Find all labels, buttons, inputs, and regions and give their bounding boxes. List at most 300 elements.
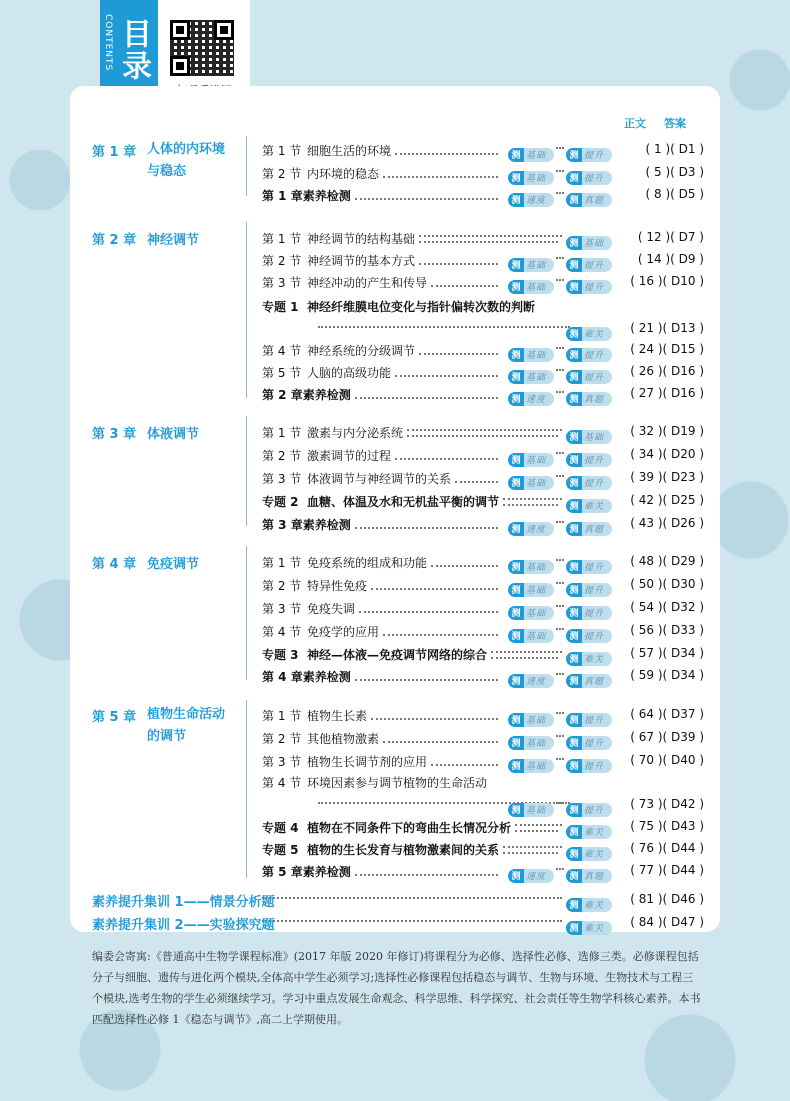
section-number: 第 3 节 (262, 471, 302, 486)
section-title: 第 3 章素养检测 (262, 517, 351, 532)
test-icon: 测 (569, 806, 579, 816)
leader-dots (419, 255, 498, 265)
test-icon: 测 (569, 239, 579, 249)
test-icon: 测 (569, 716, 579, 726)
badge-sudu[interactable] (508, 392, 554, 406)
page-numbers: ( 48 )( D29 ) (630, 554, 704, 568)
test-icon: 测 (511, 563, 521, 573)
badge-jichu[interactable] (508, 453, 554, 467)
badge-sudu[interactable] (508, 522, 554, 536)
leader-dots (556, 192, 564, 194)
toc-row[interactable] (262, 622, 502, 640)
extra-title: 素养提升集训 1——情景分析题 (92, 894, 275, 910)
badge-label: 提升 (584, 174, 605, 184)
leader-dots (556, 868, 564, 870)
chapter-heading[interactable] (92, 141, 252, 183)
chapter-number: 第 3 章 (92, 427, 137, 442)
toc-row[interactable] (262, 469, 502, 487)
section-number: 第 4 节 (262, 775, 302, 790)
badge-label: 基础 (526, 151, 547, 161)
leader-dots (556, 347, 564, 349)
badge-tisheng[interactable] (566, 280, 612, 294)
page-numbers: ( 77 )( D44 ) (630, 863, 704, 877)
test-icon: 测 (511, 395, 521, 405)
section-title: 免疫系统的组成和功能 (307, 555, 428, 570)
toc-row[interactable] (262, 251, 502, 269)
badge-tisheng[interactable] (566, 453, 612, 467)
badge-label: 基础 (526, 283, 547, 293)
toc-row[interactable] (262, 446, 502, 464)
toc-row[interactable] (262, 186, 502, 204)
badge-jichu[interactable] (508, 280, 554, 294)
page-numbers: ( 42 )( D25 ) (630, 493, 704, 507)
chapter-name: 体液调节 (147, 427, 200, 442)
leader-dots (503, 498, 562, 500)
badge-nanguan[interactable] (566, 499, 612, 513)
section-number: 第 2 节 (262, 731, 302, 746)
test-icon: 测 (569, 632, 579, 642)
page-numbers: ( 56 )( D33 ) (630, 623, 704, 637)
badge-jichu[interactable] (508, 803, 554, 817)
section-number: 专题 2 (262, 494, 299, 509)
toc-row[interactable] (262, 645, 562, 663)
test-icon: 测 (569, 655, 579, 665)
leader-dots (556, 147, 564, 149)
leader-dots (371, 580, 498, 590)
badge-tisheng[interactable] (566, 803, 612, 817)
badge-label: 提升 (584, 632, 605, 642)
leader-dots (371, 710, 498, 720)
leader-dots (556, 735, 564, 737)
section-title: 人脑的高级功能 (307, 365, 392, 380)
toc-row[interactable] (262, 363, 502, 381)
toc-row[interactable] (262, 729, 502, 747)
toc-row[interactable] (262, 818, 562, 836)
toc-row[interactable] (262, 862, 502, 880)
section-title: 第 5 章素养检测 (262, 864, 351, 879)
badge-jichu[interactable] (566, 430, 612, 444)
leader-dots (556, 712, 564, 714)
section-title: 体液调节与神经调节的关系 (307, 471, 452, 486)
section-title: 植物生长调节剂的应用 (307, 754, 428, 769)
leader-dots (355, 866, 498, 876)
test-icon: 测 (569, 456, 579, 466)
section-title: 激素调节的过程 (307, 448, 392, 463)
leader-dots (359, 603, 498, 613)
badge-label: 难关 (584, 330, 605, 340)
leader-dots (407, 429, 562, 431)
badge-label: 提升 (584, 261, 605, 271)
badge-label: 基础 (526, 479, 547, 489)
extra-section[interactable] (92, 891, 710, 909)
toc-row[interactable] (262, 773, 682, 791)
section-title: 神经调节的基本方式 (307, 253, 416, 268)
page-numbers: ( 12 )( D7 ) (637, 230, 704, 244)
badge-jichu[interactable] (508, 736, 554, 750)
section-number: 专题 5 (262, 842, 299, 857)
toc-row[interactable] (262, 164, 502, 182)
page-numbers: ( 8 )( D5 ) (645, 187, 704, 201)
badge-label: 提升 (584, 479, 605, 489)
qr-corner-icon (214, 20, 234, 40)
toc-row[interactable] (262, 576, 502, 594)
page-title: 目录 (116, 18, 151, 82)
toc-row[interactable] (262, 273, 502, 291)
page-numbers: ( 43 )( D26 ) (630, 516, 704, 530)
page-numbers: ( 50 )( D30 ) (630, 577, 704, 591)
badge-label: 真题 (584, 525, 605, 535)
badge-sudu[interactable] (508, 193, 554, 207)
badge-label: 基础 (526, 716, 547, 726)
test-icon: 测 (569, 609, 579, 619)
badge-tisheng[interactable] (566, 370, 612, 384)
badge-tisheng[interactable] (566, 583, 612, 597)
page-numbers: ( 16 )( D10 ) (630, 274, 704, 288)
column-header-answer: 答案 (664, 117, 686, 130)
badge-jichu[interactable] (508, 560, 554, 574)
leader-dots (431, 277, 498, 287)
chapter-number: 第 1 章 (92, 145, 137, 160)
section-title: 特异性免疫 (307, 578, 368, 593)
badge-nanguan[interactable] (566, 652, 612, 666)
chapter-number: 第 2 章 (92, 233, 137, 248)
badge-label: 难关 (584, 655, 605, 665)
extra-section[interactable] (92, 914, 710, 932)
test-icon: 测 (569, 283, 579, 293)
badge-jichu[interactable] (508, 476, 554, 490)
section-title: 神经冲动的产生和传导 (307, 275, 428, 290)
extra-title: 素养提升集训 2——实验探究题 (92, 917, 275, 933)
toc-row[interactable] (262, 341, 502, 359)
test-icon: 测 (569, 850, 579, 860)
test-icon: 测 (511, 739, 521, 749)
test-icon: 测 (511, 632, 521, 642)
leader-dots (355, 671, 498, 681)
toc-row[interactable] (262, 141, 502, 159)
section-title: 神经调节的结构基础 (307, 231, 416, 246)
page-numbers: ( 59 )( D34 ) (630, 668, 704, 682)
test-icon: 测 (569, 677, 579, 687)
badge-label: 提升 (584, 806, 605, 816)
badge-label: 提升 (584, 456, 605, 466)
section-number: 第 1 节 (262, 555, 302, 570)
page-numbers: ( 76 )( D44 ) (630, 841, 704, 855)
chapter-name: 植物生命活动的调节 (147, 707, 226, 744)
section-number: 第 4 节 (262, 624, 302, 639)
test-icon: 测 (569, 762, 579, 772)
section-title: 免疫失调 (307, 601, 356, 616)
badge-label: 速度 (526, 395, 547, 405)
toc-row[interactable] (262, 423, 562, 441)
badge-label: 基础 (526, 609, 547, 619)
badge-tisheng[interactable] (566, 629, 612, 643)
toc-row[interactable] (262, 706, 502, 724)
toc-row[interactable] (262, 840, 562, 858)
editor-note: 编委会寄寓:《普通高中生物学课程标准》(2017 年版 2020 年修订)将课程分为必修、选择性必修、选修三类。必修课程包括分子与细胞、遗传与进化两个模块,全体高中学生必须学习;选择性必修课程包括稳态与调节、生物与环境、生物技术与工程三个模块,选考生物的学生必须继续学习。学习中重点发展生命观念、科学思维、科学探究、社会责任等生物学科核心素养。本书匹配选择性必修 1《稳态与调节》,高二上学期使用。 (92, 950, 701, 1026)
badge-label: 提升 (584, 351, 605, 361)
test-icon: 测 (511, 806, 521, 816)
page-numbers: ( 1 )( D1 ) (645, 142, 704, 156)
section-title: 植物在不同条件下的弯曲生长情况分析 (307, 820, 512, 835)
badge-nanguan[interactable] (566, 847, 612, 861)
section-number: 第 3 节 (262, 275, 302, 290)
leader-dots (556, 452, 564, 454)
section-number: 专题 1 (262, 299, 299, 314)
badge-zhenti[interactable] (566, 674, 612, 688)
badge-label: 提升 (584, 716, 605, 726)
page-numbers: ( 27 )( D16 ) (630, 386, 704, 400)
badge-label: 基础 (526, 456, 547, 466)
badge-jichu[interactable] (508, 629, 554, 643)
badge-jichu[interactable] (508, 713, 554, 727)
badge-label: 基础 (526, 762, 547, 772)
chapter-number: 第 4 章 (92, 557, 137, 572)
page-numbers: ( 34 )( D20 ) (630, 447, 704, 461)
badge-label: 基础 (526, 739, 547, 749)
badge-label: 提升 (584, 762, 605, 772)
section-title: 细胞生活的环境 (307, 143, 392, 158)
badge-label: 难关 (584, 502, 605, 512)
badge-jichu[interactable] (508, 148, 554, 162)
test-icon: 测 (569, 502, 579, 512)
badge-zhenti[interactable] (566, 869, 612, 883)
badge-label: 基础 (526, 174, 547, 184)
leader-dots (395, 450, 498, 460)
section-number: 专题 3 (262, 647, 299, 662)
leader-dots (395, 145, 498, 155)
page-numbers: ( 81 )( D46 ) (630, 892, 704, 906)
test-icon: 测 (569, 525, 579, 535)
test-icon: 测 (511, 479, 521, 489)
section-number: 第 1 节 (262, 231, 302, 246)
badge-label: 难关 (584, 901, 605, 911)
test-icon: 测 (569, 828, 579, 838)
test-icon: 测 (511, 151, 521, 161)
test-icon: 测 (569, 872, 579, 882)
badge-label: 提升 (584, 151, 605, 161)
badge-jichu[interactable] (508, 370, 554, 384)
toc-row[interactable] (262, 297, 682, 315)
page-numbers: ( 84 )( D47 ) (630, 915, 704, 929)
badge-label: 速度 (526, 677, 547, 687)
leader-dots (515, 824, 562, 826)
chapter-heading[interactable] (92, 706, 252, 748)
badge-label: 真题 (584, 395, 605, 405)
page-numbers: ( 73 )( D42 ) (630, 797, 704, 811)
leader-dots (556, 521, 564, 523)
badge-jichu[interactable] (508, 606, 554, 620)
badge-zhenti[interactable] (566, 193, 612, 207)
section-title: 植物生长素 (307, 708, 368, 723)
leader-dots (503, 846, 562, 848)
chapter-number: 第 5 章 (92, 710, 137, 725)
section-title: 神经纤维膜电位变化与指针偏转次数的判断 (307, 299, 536, 314)
test-icon: 测 (569, 433, 579, 443)
badge-tisheng[interactable] (566, 713, 612, 727)
chapter-heading[interactable] (92, 423, 252, 442)
test-icon: 测 (569, 901, 579, 911)
leader-dots (355, 519, 498, 529)
test-icon: 测 (511, 373, 521, 383)
test-icon: 测 (569, 479, 579, 489)
test-icon: 测 (511, 609, 521, 619)
toc-row[interactable] (262, 492, 562, 510)
leader-dots (556, 582, 564, 584)
leader-dots (383, 168, 498, 178)
badge-tisheng[interactable] (566, 258, 612, 272)
chapter-name: 神经调节 (147, 233, 200, 248)
page-numbers: ( 57 )( D34 ) (630, 646, 704, 660)
leader-dots (395, 367, 498, 377)
badge-jichu[interactable] (508, 583, 554, 597)
leader-dots (556, 369, 564, 371)
test-icon: 测 (511, 762, 521, 772)
page-numbers: ( 26 )( D16 ) (630, 364, 704, 378)
toc-row[interactable] (262, 752, 502, 770)
page-numbers: ( 39 )( D23 ) (630, 470, 704, 484)
leader-dots (455, 473, 498, 483)
badge-sudu[interactable] (508, 674, 554, 688)
leader-dots (556, 391, 564, 393)
test-icon: 测 (569, 351, 579, 361)
leader-dots (383, 626, 498, 636)
test-icon: 测 (511, 196, 521, 206)
leader-dots (556, 170, 564, 172)
badge-tisheng[interactable] (566, 476, 612, 490)
leader-dots (556, 628, 564, 630)
leader-dots (491, 651, 562, 653)
badge-jichu[interactable] (508, 759, 554, 773)
toc-row[interactable] (262, 553, 502, 571)
test-icon: 测 (511, 677, 521, 687)
badge-nanguan[interactable] (566, 825, 612, 839)
leader-dots (556, 802, 564, 804)
chapter-name: 人体的内环境与稳态 (147, 142, 226, 179)
toc-row[interactable] (262, 667, 502, 685)
badge-label: 难关 (584, 924, 605, 934)
badge-label: 基础 (526, 563, 547, 573)
leader-dots (419, 235, 562, 237)
badge-nanguan[interactable] (566, 327, 612, 341)
page-numbers: ( 67 )( D39 ) (630, 730, 704, 744)
section-title: 血糖、体温及水和无机盐平衡的调节 (307, 494, 500, 509)
test-icon: 测 (511, 525, 521, 535)
page-numbers: ( 24 )( D15 ) (630, 342, 704, 356)
chapter-heading[interactable] (92, 553, 252, 572)
badge-label: 基础 (526, 632, 547, 642)
badge-label: 基础 (584, 433, 605, 443)
badge-jichu[interactable] (508, 171, 554, 185)
badge-label: 提升 (584, 609, 605, 619)
section-number: 第 2 节 (262, 166, 302, 181)
leader-dots (556, 605, 564, 607)
qr-corner-icon (170, 56, 190, 76)
badge-tisheng[interactable] (566, 148, 612, 162)
section-number: 第 3 节 (262, 601, 302, 616)
badge-tisheng[interactable] (566, 560, 612, 574)
badge-sudu[interactable] (508, 869, 554, 883)
badge-zhenti[interactable] (566, 392, 612, 406)
test-icon: 测 (511, 351, 521, 361)
badge-label: 基础 (526, 373, 547, 383)
leader-dots (556, 673, 564, 675)
section-title: 植物的生长发育与植物激素间的关系 (307, 842, 500, 857)
page-numbers: ( 5 )( D3 ) (645, 165, 704, 179)
title-en: CONTENTS (103, 14, 113, 72)
badge-tisheng[interactable] (566, 759, 612, 773)
badge-label: 速度 (526, 196, 547, 206)
leader-dots (556, 758, 564, 760)
test-icon: 测 (569, 563, 579, 573)
test-icon: 测 (511, 174, 521, 184)
test-icon: 测 (511, 586, 521, 596)
test-icon: 测 (511, 872, 521, 882)
badge-tisheng[interactable] (566, 348, 612, 362)
section-title: 免疫学的应用 (307, 624, 380, 639)
section-title: 第 1 章素养检测 (262, 188, 351, 203)
test-icon: 测 (569, 395, 579, 405)
leader-dots (431, 557, 498, 567)
badge-jichu[interactable] (508, 258, 554, 272)
badge-label: 提升 (584, 563, 605, 573)
leader-dots (383, 733, 498, 743)
test-icon: 测 (511, 261, 521, 271)
chapter-heading[interactable] (92, 229, 252, 248)
badge-label: 速度 (526, 872, 547, 882)
page-numbers: ( 21 )( D13 ) (630, 321, 704, 335)
section-title: 激素与内分泌系统 (307, 425, 404, 440)
test-icon: 测 (569, 174, 579, 184)
test-icon: 测 (511, 716, 521, 726)
section-title: 第 4 章素养检测 (262, 669, 351, 684)
badge-label: 基础 (526, 261, 547, 271)
section-number: 第 3 节 (262, 754, 302, 769)
toc-row[interactable] (262, 515, 502, 533)
test-icon: 测 (569, 330, 579, 340)
badge-jichu[interactable] (508, 348, 554, 362)
toc-row[interactable] (262, 229, 562, 247)
test-icon: 测 (569, 739, 579, 749)
leader-dots (556, 279, 564, 281)
badge-jichu[interactable] (566, 236, 612, 250)
section-title: 环境因素参与调节植物的生命活动 (307, 775, 488, 790)
section-number: 第 2 节 (262, 253, 302, 268)
title-block (100, 0, 158, 98)
badge-tisheng[interactable] (566, 171, 612, 185)
badge-label: 提升 (584, 283, 605, 293)
section-number: 第 4 节 (262, 343, 302, 358)
badge-label: 速度 (526, 525, 547, 535)
badge-label: 基础 (584, 239, 605, 249)
toc-row[interactable] (262, 385, 502, 403)
badge-tisheng[interactable] (566, 736, 612, 750)
toc-row[interactable] (262, 599, 502, 617)
badge-zhenti[interactable] (566, 522, 612, 536)
badge-label: 真题 (584, 196, 605, 206)
badge-label: 基础 (526, 806, 547, 816)
badge-tisheng[interactable] (566, 606, 612, 620)
badge-label: 基础 (526, 351, 547, 361)
leader-dots (431, 756, 498, 766)
section-title: 神经系统的分级调节 (307, 343, 416, 358)
section-number: 第 2 节 (262, 448, 302, 463)
leader-dots (556, 559, 564, 561)
page-numbers: ( 70 )( D40 ) (630, 753, 704, 767)
page-numbers: ( 75 )( D43 ) (630, 819, 704, 833)
badge-label: 提升 (584, 373, 605, 383)
leader-dots (355, 190, 498, 200)
badge-label: 提升 (584, 739, 605, 749)
